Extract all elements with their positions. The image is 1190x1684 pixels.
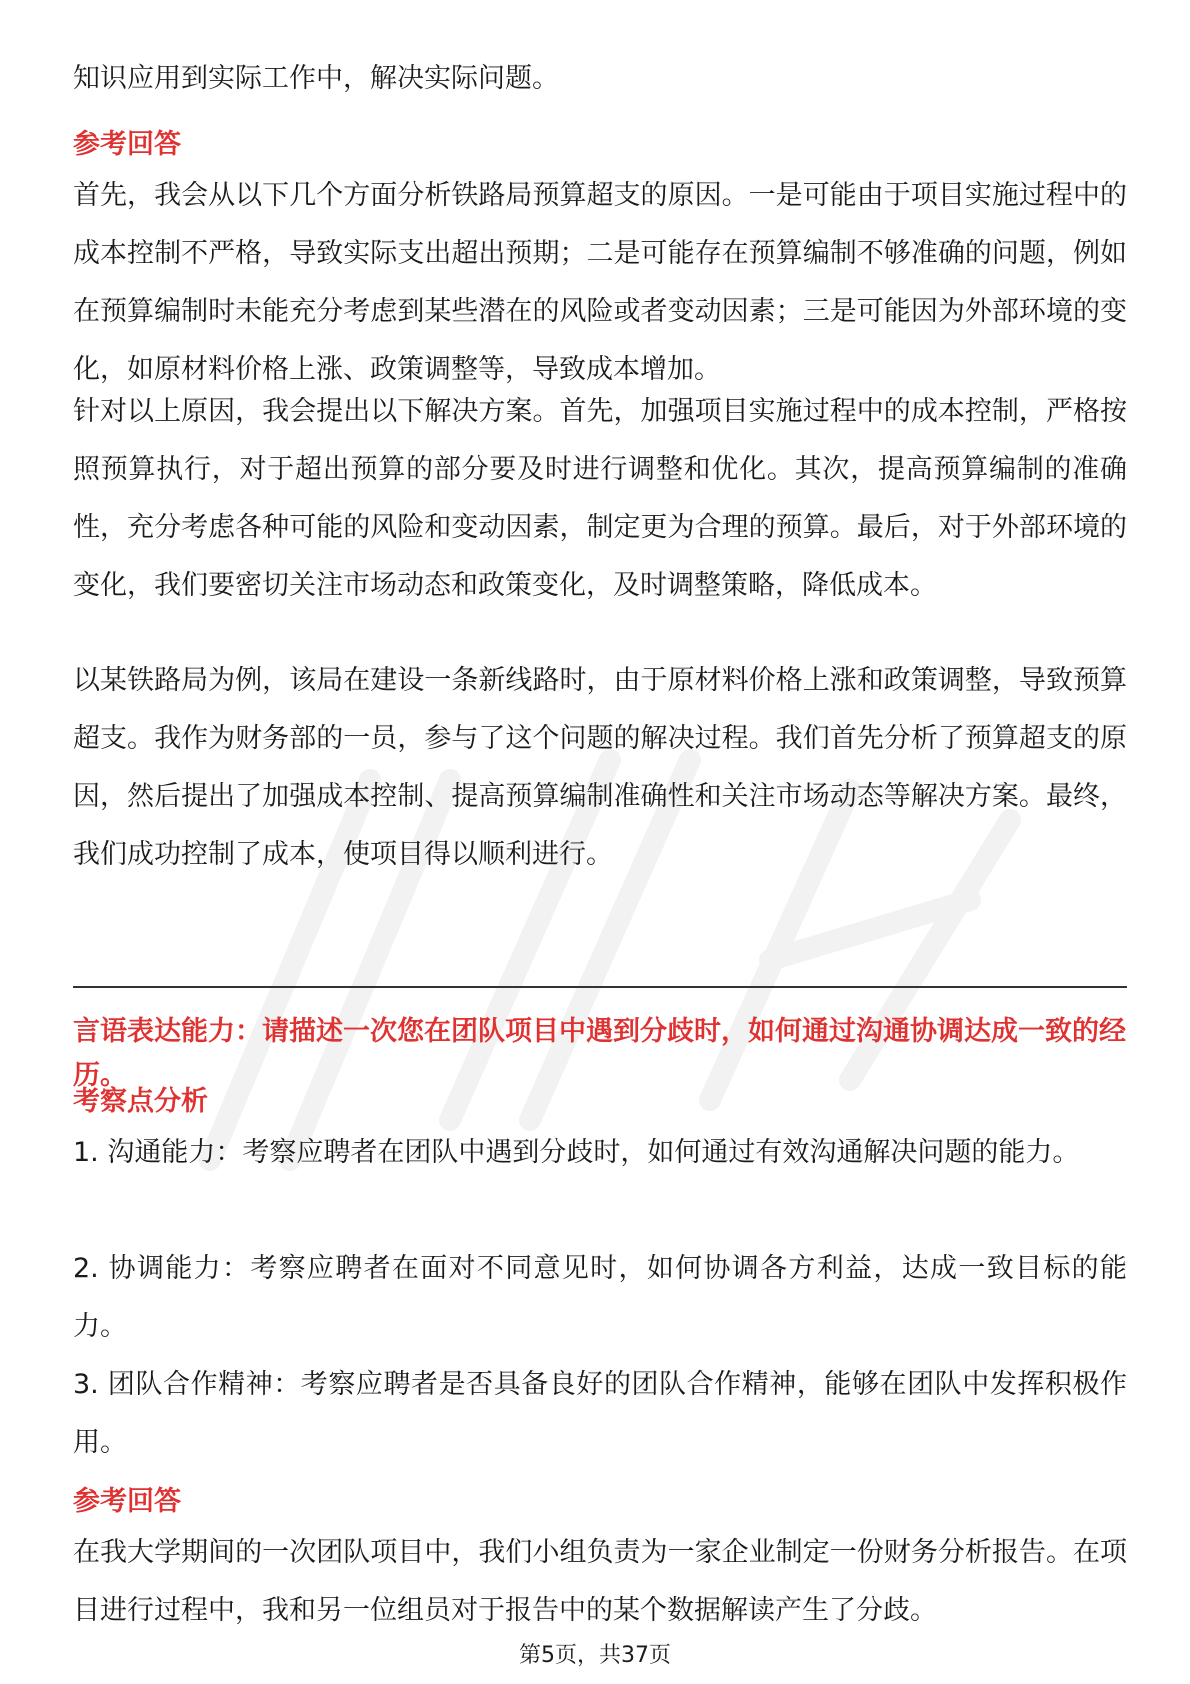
intro-line: 知识应用到实际工作中，解决实际问题。 [73, 63, 559, 94]
answer-paragraph-2: 针对以上原因，我会提出以下解决方案。首先，加强项目实施过程中的成本控制，严格按照预算执行，对于超出预算的部分要及时进行调整和优化。其次，提高预算编制的准确性，充分考虑各种可能的风险和变动因素，制定更为合理的预算。最后，对于外部环境的变化，我们要密切关注市场动态和政策变化，及时调整策略，降低成本。 [73, 396, 1127, 601]
analysis-heading: 考察点分析 [73, 1086, 208, 1117]
answer-paragraph-3: 以某铁路局为例，该局在建设一条新线路时，由于原材料价格上涨和政策调整，导致预算超支。我作为财务部的一员，参与了这个问题的解决过程。我们首先分析了预算超支的原因，然后提出了加强成本控制、提高预算编制准确性和关注市场动态等解决方案。最终，我们成功控制了成本，使项目得以顺利进行。 [73, 665, 1127, 870]
page-number: 第5页，共37页 [519, 1643, 671, 1668]
analysis-item-1: 1. 沟通能力：考察应聘者在团队中遇到分歧时，如何通过有效沟通解决问题的能力。 [73, 1137, 1080, 1168]
analysis-item-2: 2. 协调能力：考察应聘者在面对不同意见时，如何协调各方利益，达成一致目标的能力。 [73, 1253, 1127, 1342]
answer-paragraph-4: 在我大学期间的一次团队项目中，我们小组负责为一家企业制定一份财务分析报告。在项目进行过程中，我和另一位组员对于报告中的某个数据解读产生了分歧。 [73, 1537, 1127, 1626]
question-heading: 言语表达能力：请描述一次您在团队项目中遇到分歧时，如何通过沟通协调达成一致的经历。 [73, 1016, 1126, 1091]
answer-heading-2: 参考回答 [73, 1486, 181, 1517]
section-divider [73, 986, 1127, 988]
answer-paragraph-1: 首先，我会从以下几个方面分析铁路局预算超支的原因。一是可能由于项目实施过程中的成本控制不严格，导致实际支出超出预期；二是可能存在预算编制不够准确的问题，例如在预算编制时未能充分考虑到某些潜在的风险或者变动因素；三是可能因为外部环境的变化，如原材料价格上涨、政策调整等，导致成本增加。 [73, 180, 1127, 385]
answer-heading-1: 参考回答 [73, 129, 181, 160]
analysis-item-3: 3. 团队合作精神：考察应聘者是否具备良好的团队合作精神，能够在团队中发挥积极作用。 [73, 1369, 1127, 1458]
